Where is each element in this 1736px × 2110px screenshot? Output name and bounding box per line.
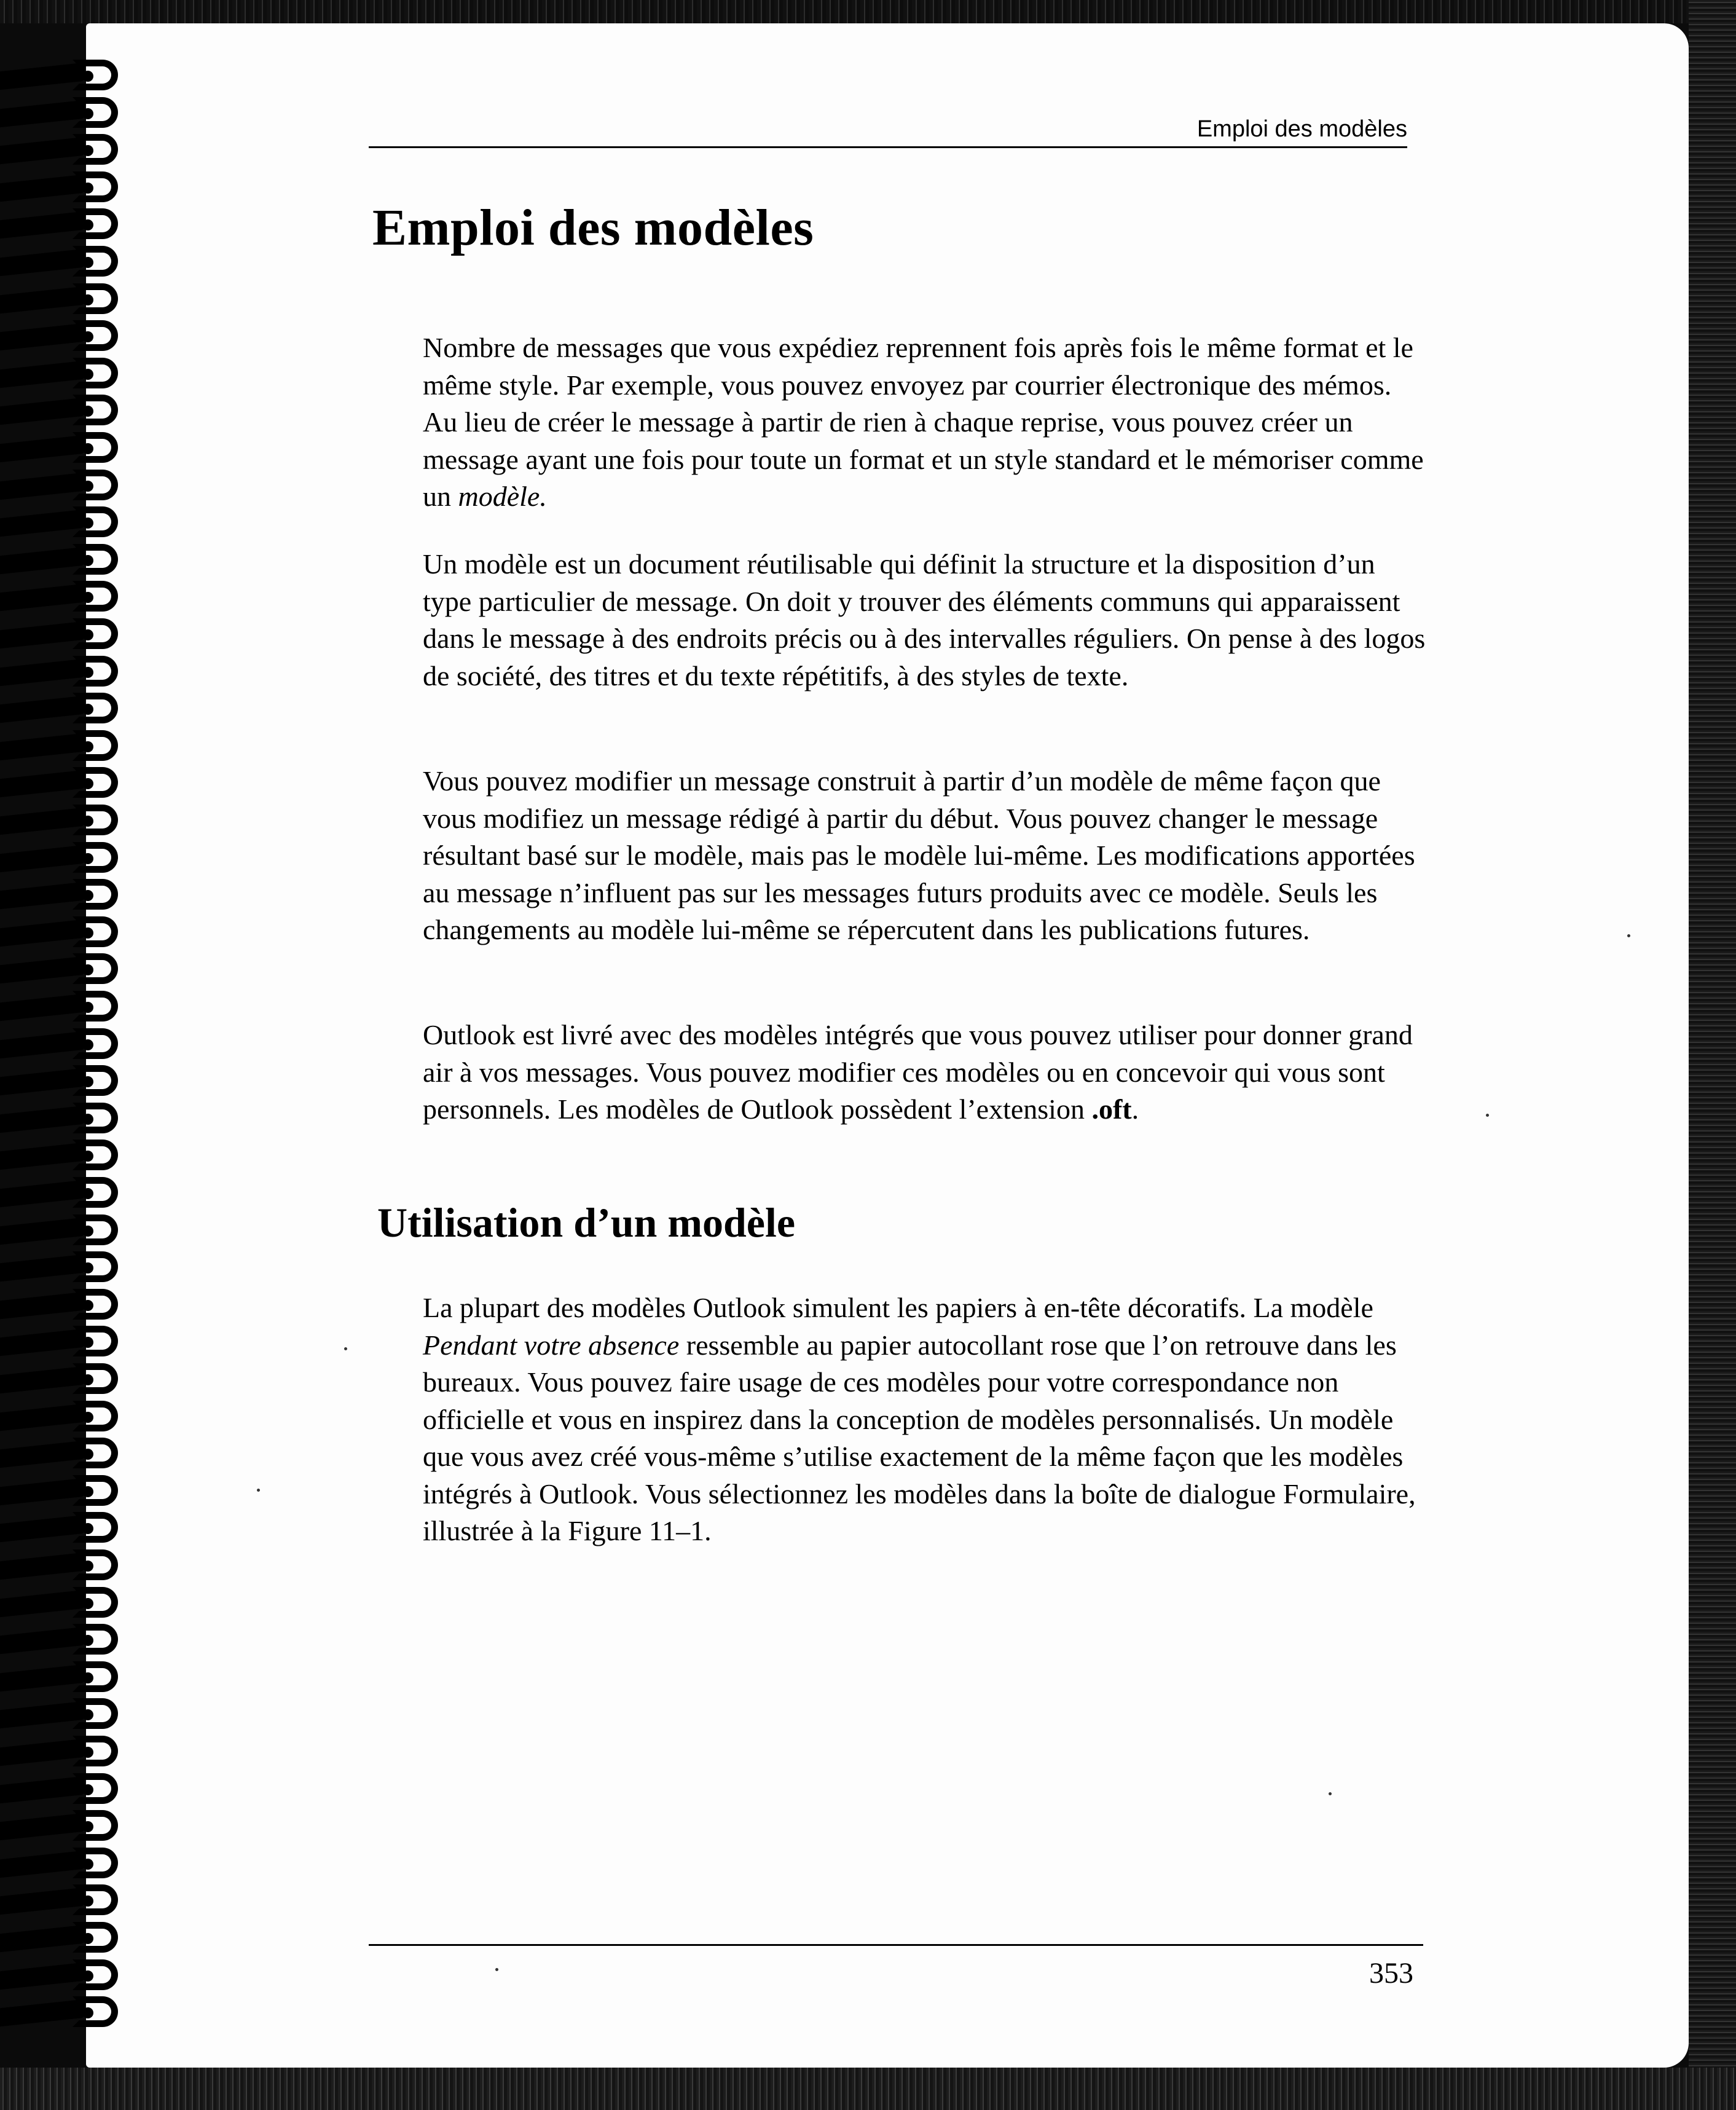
binding-coil-ring	[73, 1214, 118, 1245]
binding-coil	[0, 878, 141, 913]
binding-coil	[0, 133, 141, 168]
paragraph-intro-emphasis: modèle.	[458, 481, 547, 512]
binding-hole	[82, 257, 93, 268]
binding-coil-ring	[73, 693, 118, 723]
binding-hole	[82, 1709, 93, 1720]
binding-coil	[0, 1734, 141, 1770]
binding-coil-ring	[73, 953, 118, 984]
binding-coil-ring	[73, 1922, 118, 1953]
binding-coil-ring	[73, 97, 118, 128]
binding-hole	[82, 1226, 93, 1237]
binding-coil-ring	[73, 1810, 118, 1841]
binding-hole	[82, 1114, 93, 1125]
binding-coil	[0, 431, 141, 466]
binding-coil-ring	[73, 767, 118, 798]
binding-hole	[82, 667, 93, 678]
binding-coil	[0, 617, 141, 653]
binding-coil-ring	[73, 1587, 118, 1618]
binding-coil	[0, 580, 141, 615]
binding-coil	[0, 1623, 141, 1658]
binding-hole	[82, 1412, 93, 1423]
binding-coil	[0, 207, 141, 243]
scan-right-edge	[1689, 0, 1736, 2110]
footer-rule	[369, 1944, 1423, 1946]
binding-coil-ring	[73, 1661, 118, 1692]
binding-hole	[82, 1486, 93, 1497]
binding-coil	[0, 1511, 141, 1546]
binding-hole	[82, 406, 93, 417]
binding-coil	[0, 1846, 141, 1882]
binding-coil	[0, 170, 141, 206]
binding-hole	[82, 1374, 93, 1385]
binding-coil-ring	[73, 1177, 118, 1208]
binding-hole	[82, 964, 93, 975]
binding-coil-ring	[73, 1363, 118, 1394]
binding-coil	[0, 356, 141, 392]
page-number: 353	[1369, 1957, 1413, 1990]
paragraph-intro-text: Nombre de messages que vous expédiez reprennent fois après fois le même format et le même style. Par exemple, vous pouvez envoyez par courrier électronique des mémos. Au lieu de créer le message à partir de rien à chaque reprise, vous pouvez créer un message ayant une fois pour toute un format et un style standard et le mémoriser comme un	[423, 332, 1424, 512]
binding-coil-ring	[73, 1549, 118, 1580]
binding-coil	[0, 691, 141, 727]
binding-coil-ring	[73, 1326, 118, 1356]
file-extension: .oft	[1091, 1093, 1132, 1125]
binding-coil-ring	[73, 730, 118, 761]
binding-hole	[82, 1076, 93, 1087]
binding-hole	[82, 108, 93, 119]
binding-coil	[0, 96, 141, 132]
binding-hole	[82, 518, 93, 529]
binding-coil	[0, 58, 141, 94]
binding-coil-ring	[73, 1140, 118, 1170]
binding-hole	[82, 1635, 93, 1646]
binding-hole	[82, 1151, 93, 1162]
binding-coil-ring	[73, 1773, 118, 1804]
binding-coil	[0, 319, 141, 355]
binding-coil-ring	[73, 1884, 118, 1915]
paragraph-outlook-text: Outlook est livré avec des modèles intégrés que vous pouvez utiliser pour donner grand air à vos messages. Vous pouvez modifier ces modèles ou en concevoir qui vous sont personnels. Les modèles de Outlook possèdent l’extension	[423, 1019, 1413, 1125]
binding-coil-ring	[73, 506, 118, 537]
binding-hole	[82, 1859, 93, 1870]
binding-coil-ring	[73, 1103, 118, 1133]
binding-coil	[0, 1772, 141, 1808]
binding-coil-ring	[73, 1401, 118, 1431]
binding-hole	[82, 890, 93, 901]
binding-coil	[0, 1213, 141, 1249]
binding-coil	[0, 915, 141, 951]
binding-coil-ring	[73, 842, 118, 873]
binding-coil	[0, 1176, 141, 1211]
binding-coil	[0, 952, 141, 988]
binding-hole	[82, 1561, 93, 1572]
binding-hole	[82, 704, 93, 715]
running-head: Emploi des modèles	[369, 117, 1407, 148]
binding-coil-ring	[73, 1996, 118, 2027]
binding-coil	[0, 282, 141, 318]
paragraph-definition: Un modèle est un document réutilisable qui définit la structure et la disposition d’un type particulier de message. On doit y trouver des éléments communs qui apparaissent dans le message à des endroits précis ou à des intervalles réguliers. On pense à des logos de société, des titres et du texte répétitifs, à des styles de texte.	[423, 548, 1426, 691]
scan-speck	[495, 1968, 498, 1971]
binding-coil	[0, 1101, 141, 1137]
binding-coil-ring	[73, 805, 118, 835]
binding-coil-ring	[73, 134, 118, 165]
paragraph-outlook-tail: .	[1131, 1093, 1139, 1125]
binding-hole	[82, 331, 93, 342]
paragraph-modification: Vous pouvez modifier un message construit à partir d’un modèle de même façon que vous modifiez un message rédigé à partir du début. Vous pouvez changer le message résultant basé sur le modèle, mais pas le modèle lui-même. Les modifications apportées au message n’influent pas sur les messages futurs produits avec ce modèle. Seuls les changements au modèle lui-même se répercutent dans les publications futures.	[423, 765, 1415, 945]
binding-coil	[0, 468, 141, 504]
binding-hole	[82, 1784, 93, 1795]
binding-coil-ring	[73, 1028, 118, 1059]
binding-coil	[0, 393, 141, 429]
binding-hole	[82, 1747, 93, 1758]
binding-coil	[0, 1474, 141, 1510]
binding-coil-ring	[73, 1065, 118, 1096]
binding-coil	[0, 729, 141, 765]
binding-coil-ring	[73, 656, 118, 687]
binding-coil-ring	[73, 544, 118, 575]
binding-coil-ring	[73, 1848, 118, 1878]
binding-coil	[0, 1809, 141, 1844]
binding-coil-ring	[73, 916, 118, 947]
binding-coil-ring	[73, 470, 118, 500]
binding-coil	[0, 1883, 141, 1919]
binding-coil-ring	[73, 395, 118, 425]
binding-hole	[82, 71, 93, 82]
binding-coil-ring	[73, 1289, 118, 1320]
binding-coil-ring	[73, 60, 118, 90]
binding-coil-ring	[73, 432, 118, 463]
scan-speck	[344, 1347, 347, 1350]
binding-coil	[0, 543, 141, 578]
binding-coil-ring	[73, 1251, 118, 1282]
binding-coil-ring	[73, 320, 118, 351]
binding-hole	[82, 481, 93, 492]
binding-coil	[0, 766, 141, 801]
binding-hole	[82, 816, 93, 827]
section-title: Utilisation d’un modèle	[377, 1199, 796, 1246]
binding-hole	[82, 1672, 93, 1683]
binding-coil-ring	[73, 1512, 118, 1543]
binding-hole	[82, 1970, 93, 1982]
binding-coil	[0, 1362, 141, 1398]
binding-coil	[0, 1436, 141, 1472]
binding-hole	[82, 1598, 93, 1609]
binding-hole	[82, 2007, 93, 2018]
binding-coil	[0, 1921, 141, 1956]
binding-hole	[82, 1039, 93, 1050]
binding-coil-ring	[73, 1475, 118, 1506]
binding-coil-ring	[73, 1624, 118, 1655]
binding-hole	[82, 1188, 93, 1199]
binding-coil-ring	[73, 283, 118, 314]
binding-hole	[82, 927, 93, 939]
binding-coil-ring	[73, 581, 118, 612]
binding-hole	[82, 294, 93, 305]
binding-coil	[0, 505, 141, 541]
scan-speck	[1486, 1114, 1489, 1117]
binding-coil	[0, 1697, 141, 1733]
binding-hole	[82, 183, 93, 194]
binding-coil-ring	[73, 208, 118, 239]
scan-speck	[1627, 934, 1630, 937]
spiral-binding	[0, 58, 141, 2037]
paragraph-intro	[423, 329, 1431, 516]
binding-hole	[82, 443, 93, 454]
binding-hole	[82, 219, 93, 230]
binding-coil	[0, 1288, 141, 1323]
binding-hole	[82, 853, 93, 864]
section-paragraph-emphasis: Pendant votre absence	[423, 1329, 680, 1361]
binding-coil	[0, 990, 141, 1025]
binding-coil-ring	[73, 991, 118, 1022]
binding-coil	[0, 803, 141, 839]
binding-coil	[0, 1325, 141, 1360]
binding-hole	[82, 1337, 93, 1348]
binding-coil	[0, 1548, 141, 1584]
binding-coil	[0, 1250, 141, 1286]
binding-coil	[0, 655, 141, 690]
scan-bottom-edge	[0, 2068, 1736, 2110]
binding-coil-ring	[73, 1736, 118, 1766]
section-paragraph-text: La plupart des modèles Outlook simulent les papiers à en-tête décoratifs. La modèle	[423, 1292, 1373, 1323]
section-paragraph	[423, 1289, 1431, 1550]
binding-hole	[82, 1300, 93, 1311]
binding-coil	[0, 1399, 141, 1435]
binding-hole	[82, 1002, 93, 1013]
binding-hole	[82, 1523, 93, 1534]
binding-hole	[82, 1821, 93, 1832]
binding-hole	[82, 145, 93, 156]
binding-coil-ring	[73, 171, 118, 202]
binding-coil	[0, 841, 141, 876]
scan-top-edge	[0, 0, 1736, 23]
binding-coil-ring	[73, 618, 118, 649]
binding-coil	[0, 1027, 141, 1063]
binding-coil	[0, 1064, 141, 1100]
binding-hole	[82, 1262, 93, 1273]
binding-hole	[82, 778, 93, 789]
binding-hole	[82, 741, 93, 752]
binding-hole	[82, 369, 93, 380]
binding-coil	[0, 1586, 141, 1621]
scan-speck	[1329, 1792, 1332, 1795]
binding-coil	[0, 1138, 141, 1174]
binding-coil-ring	[73, 1698, 118, 1729]
section-paragraph-tail: ressemble au papier autocollant rose que l’on retrouve dans les bureaux. Vous pouvez faire usage de ces modèles pour votre correspondance non officielle et vous en inspirez dans la conception de modèles personnalisés. Un modèle que vous avez créé vous-même s’utilise exactement de la même façon que les modèles intégrés à Outlook. Vous sélectionnez les modèles dans la boîte de dialogue Formulaire, illustrée à la Figure 11–1.	[423, 1329, 1416, 1546]
binding-coil	[0, 1660, 141, 1696]
binding-hole	[82, 1933, 93, 1944]
binding-coil-ring	[73, 358, 118, 388]
binding-coil	[0, 245, 141, 280]
binding-hole	[82, 1449, 93, 1460]
binding-coil-ring	[73, 879, 118, 910]
binding-coil	[0, 1995, 141, 2031]
binding-coil-ring	[73, 246, 118, 277]
binding-coil	[0, 1958, 141, 1994]
binding-hole	[82, 555, 93, 566]
binding-coil-ring	[73, 1438, 118, 1468]
binding-hole	[82, 1895, 93, 1907]
scan-speck	[257, 1489, 260, 1492]
paragraph-outlook	[423, 1017, 1431, 1128]
binding-hole	[82, 592, 93, 603]
binding-hole	[82, 629, 93, 640]
page-title: Emploi des modèles	[372, 199, 814, 256]
binding-coil-ring	[73, 1959, 118, 1990]
